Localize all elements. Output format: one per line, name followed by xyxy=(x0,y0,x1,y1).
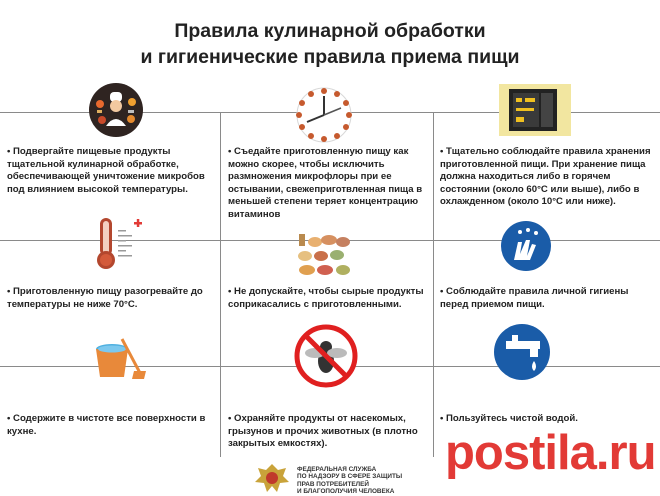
rospotrebnadzor-emblem-icon xyxy=(253,462,291,494)
rule-text-storage: • Тщательно соблюдайте правила хранения приготовленной пищи. При хранение пища должна находиться либо в горячем состоянии (около 60°С или выше), либо в охлажденном (около 10°С или ниже). xyxy=(440,146,651,208)
rule-text-raw-cooked: • Не допускайте, чтобы сырые продукты соприкасались с приготовленными. xyxy=(228,286,424,310)
grid-line xyxy=(220,112,221,457)
watermark: postila.ru xyxy=(445,426,656,480)
rule-text-water: • Пользуйтесь чистой водой. xyxy=(440,413,578,424)
rule-text-reheat: • Приготовленную пищу разогревайте до температуры не ниже 70°С. xyxy=(7,286,203,310)
agency-name-line-1: ФЕДЕРАЛЬНАЯ СЛУЖБА xyxy=(297,466,377,473)
rule-text-pests: • Охраняйте продукты от насекомых, грызунов и прочих животных (в плотно закрытых емкостях). xyxy=(228,413,418,450)
no-flies-icon xyxy=(293,323,359,389)
agency-name-line-3: ПРАВ ПОТРЕБИТЕЛЕЙ xyxy=(297,480,369,488)
rule-text-hygiene: • Соблюдайте правила личной гигиены перед приемом пищи. xyxy=(440,286,629,310)
thermometer-icon xyxy=(92,216,154,270)
agency-name-line-4: И БЛАГОПОЛУЧИЯ ЧЕЛОВЕКА xyxy=(297,488,395,496)
agency-name-line-2: ПО НАДЗОРУ В СФЕРЕ ЗАЩИТЫ xyxy=(297,473,403,481)
title-line-2: и гигиенические правила приема пищи xyxy=(140,46,520,68)
rule-text-cooking: • Подвергайте пищевые продукты тщательной кулинарной обработке, обеспечивающей уничтожение микробов под влиянием высокой температуры. xyxy=(7,146,205,195)
title-line-1: Правила кулинарной обработки xyxy=(174,20,486,42)
rule-text-eat-soon: • Съедайте приготовленную пищу как можно скорее, чтобы исключить размножения микрофлоры при ее остывании, свежеприготвленная пища в меньшей степени теряет концентрацию витаминов xyxy=(228,146,423,220)
page-title xyxy=(0,18,660,70)
hand-washing-icon xyxy=(500,220,552,272)
rule-text-surfaces: • Содержите в чистоте все поверхности в кухне. xyxy=(7,413,206,437)
clock-icon xyxy=(293,86,355,144)
agency-name xyxy=(297,466,417,496)
bucket-mop-icon xyxy=(92,337,148,381)
water-tap-icon xyxy=(492,323,552,381)
chef-icon xyxy=(88,82,144,138)
refrigerator-icon xyxy=(499,84,571,136)
food-products-icon xyxy=(295,232,355,278)
grid-line xyxy=(433,112,434,457)
